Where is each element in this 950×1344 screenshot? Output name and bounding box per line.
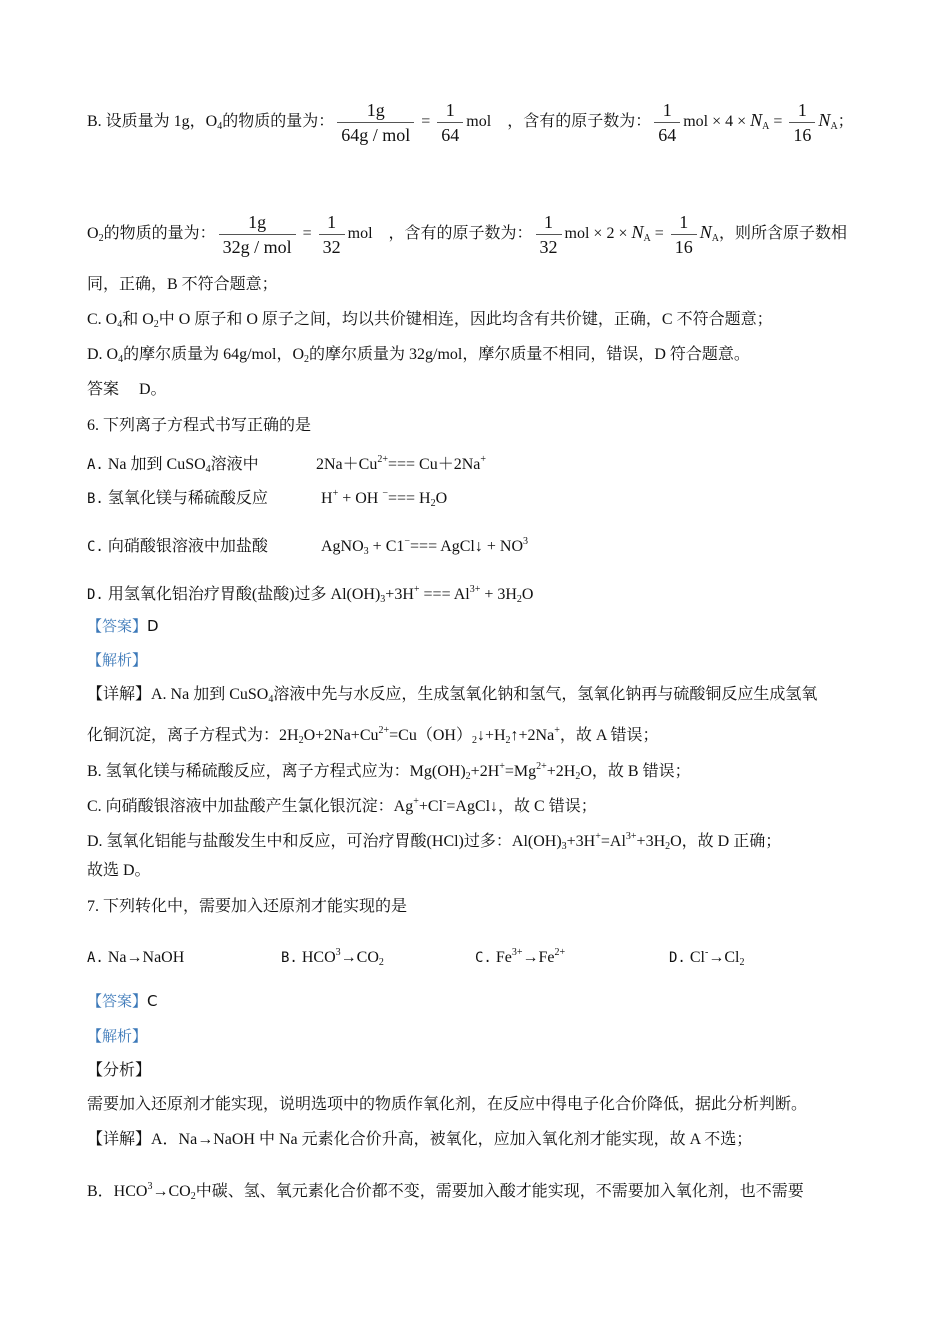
fraction bbox=[219, 210, 296, 259]
text-run: 向硝酸银溶液中加盐酸 bbox=[103, 538, 268, 555]
subscript: 2 bbox=[465, 771, 471, 782]
text-run: O bbox=[87, 225, 99, 243]
option-letter: A. bbox=[87, 950, 104, 966]
text-run: O bbox=[435, 490, 448, 507]
subscript: 2 bbox=[98, 233, 104, 245]
option-letter: C. bbox=[475, 950, 492, 966]
option-equation bbox=[321, 538, 528, 555]
q6-option-c bbox=[87, 532, 528, 562]
text-line bbox=[87, 861, 151, 881]
text-run: = bbox=[417, 113, 435, 131]
text-run: mol bbox=[347, 225, 373, 243]
text-run: 同，正确，B 不符合题意； bbox=[87, 276, 278, 293]
option-letter: B. bbox=[87, 491, 104, 507]
option-label bbox=[87, 586, 327, 603]
subscript: 2 bbox=[298, 735, 304, 746]
text-run: 【详解】A. Na 加到 CuSO bbox=[87, 686, 269, 703]
question-6-title bbox=[87, 416, 311, 436]
text-run: Na→NaOH bbox=[103, 949, 185, 966]
text-line bbox=[87, 1095, 807, 1115]
text-run: === H bbox=[387, 490, 431, 507]
text-run: Fe bbox=[491, 949, 512, 966]
fraction bbox=[789, 98, 815, 147]
text-run: =AgCl↓，故 C 错误； bbox=[446, 798, 597, 815]
option-letter: A. bbox=[87, 457, 104, 473]
text-run: +2H bbox=[470, 763, 500, 780]
subscript: 2 bbox=[304, 354, 310, 365]
superscript: 3+ bbox=[625, 831, 637, 842]
text-run: D. 氢氧化铝能与盐酸发生中和反应，可治疗胃酸(HCl)过多：Al(OH) bbox=[87, 833, 562, 850]
fraction-denominator: 32 bbox=[536, 234, 562, 259]
subscript: 2 bbox=[575, 771, 581, 782]
fraction bbox=[319, 210, 345, 259]
text-run: →CO bbox=[340, 949, 379, 966]
superscript: + bbox=[554, 725, 560, 736]
answer-value: C bbox=[147, 992, 158, 1010]
text-run: 【详解】A．Na→NaOH 中 Na 元素化合价升高，被氧化，应加入氧化剂才能实现，故 A 不选； bbox=[87, 1131, 753, 1148]
subscript: 2 bbox=[190, 1191, 196, 1202]
fraction-denominator: 16 bbox=[789, 122, 815, 147]
text-run: 故选 D。 bbox=[87, 862, 151, 879]
text-line bbox=[87, 1130, 752, 1150]
text-run: D. O bbox=[87, 346, 119, 363]
superscript: 2+ bbox=[377, 454, 388, 465]
subscript: 4 bbox=[117, 319, 123, 330]
text-run: mol × 2 × bbox=[564, 225, 632, 243]
superscript: + bbox=[480, 454, 487, 465]
text-run: =Cu（OH） bbox=[389, 727, 472, 744]
fraction-denominator: 64 bbox=[437, 122, 463, 147]
text-run: ↑+2Na bbox=[510, 727, 555, 744]
subscript: 3 bbox=[380, 594, 386, 605]
superscript: − bbox=[382, 488, 388, 499]
fraction-denominator: 16 bbox=[671, 234, 697, 259]
text-run: = bbox=[650, 225, 668, 243]
subscript: 2 bbox=[505, 735, 511, 746]
text-run: +Cl bbox=[418, 798, 444, 815]
text-line bbox=[87, 1177, 804, 1207]
subscript: 2 bbox=[665, 841, 671, 852]
text-run: === AgCl↓ + NO bbox=[410, 538, 524, 555]
text-run: O+2Na+Cu bbox=[303, 727, 379, 744]
subscript: A bbox=[711, 233, 719, 245]
superscript: + bbox=[332, 488, 339, 499]
fraction-numerator: 1 bbox=[544, 212, 554, 232]
subscript: 2 bbox=[378, 957, 384, 968]
q6-option-a bbox=[87, 450, 486, 480]
q7-answer bbox=[87, 991, 158, 1012]
text-line bbox=[87, 275, 278, 295]
text-run: =Al bbox=[600, 833, 626, 850]
italic-symbol: N bbox=[699, 222, 712, 243]
q7-analysis-label: 【解析】 bbox=[87, 1027, 148, 1045]
text-run: ，含有的原子数为： bbox=[372, 225, 533, 243]
option-letter: C. bbox=[87, 539, 104, 555]
text-line bbox=[87, 1061, 151, 1081]
option-equation bbox=[321, 490, 447, 507]
q7-option-b bbox=[281, 943, 475, 973]
text-run: mol bbox=[466, 113, 492, 131]
fraction-denominator: 32g / mol bbox=[219, 234, 296, 259]
q7-option-c bbox=[475, 943, 669, 968]
text-run: + 3H bbox=[480, 586, 517, 603]
text-run: B．HCO bbox=[87, 1183, 148, 1200]
q6-answer bbox=[87, 616, 159, 637]
fraction-denominator: 64g / mol bbox=[337, 122, 414, 147]
text-line bbox=[87, 827, 781, 857]
fraction-denominator: 32 bbox=[319, 234, 345, 259]
option-letter: D. bbox=[87, 587, 104, 603]
fraction-numerator: 1 bbox=[662, 100, 672, 120]
answer-value: D bbox=[147, 617, 159, 635]
superscript: 2+ bbox=[536, 761, 547, 772]
text-run: 的摩尔质量为 64g/mol，O bbox=[123, 346, 305, 363]
text-run: 溶液中 bbox=[210, 456, 259, 473]
option-label bbox=[87, 489, 321, 509]
q6-option-d bbox=[87, 580, 533, 610]
text-run: 2Na＋Cu bbox=[316, 456, 378, 473]
text-run: B. 氢氧化镁与稀硫酸反应，离子方程式应为：Mg(OH) bbox=[87, 763, 466, 780]
text-run: 化铜沉淀，离子方程式为：2H bbox=[87, 727, 299, 744]
text-run: 答案 D。 bbox=[87, 381, 167, 398]
option-letter: B. bbox=[281, 950, 298, 966]
text-run: O，故 D 正确； bbox=[670, 833, 782, 850]
subscript: A bbox=[762, 121, 770, 133]
answer-line bbox=[87, 380, 167, 400]
fraction bbox=[654, 98, 680, 147]
text-line bbox=[87, 345, 750, 370]
subscript: 2 bbox=[153, 319, 159, 330]
fraction bbox=[337, 98, 414, 147]
text-run: = bbox=[769, 113, 787, 131]
text-run: HCO bbox=[297, 949, 336, 966]
italic-symbol: N bbox=[818, 110, 831, 131]
subscript: 4 bbox=[118, 354, 124, 365]
answer-label: 【答案】 bbox=[87, 617, 148, 635]
superscript: - bbox=[443, 796, 447, 807]
subscript: 3 bbox=[561, 841, 567, 852]
text-run: ↓+H bbox=[476, 727, 506, 744]
superscript: 2+ bbox=[554, 947, 566, 958]
text-run: === Cu＋2Na bbox=[387, 456, 481, 473]
text-run: = bbox=[298, 225, 316, 243]
option-label bbox=[87, 537, 321, 557]
subscript: A bbox=[643, 233, 651, 245]
text-run: AgNO bbox=[321, 538, 364, 555]
fraction bbox=[536, 210, 562, 259]
subscript: 4 bbox=[268, 694, 274, 705]
option-equation bbox=[327, 586, 534, 603]
option-letter: D. bbox=[669, 950, 686, 966]
text-run: Na 加到 CuSO bbox=[103, 456, 206, 473]
text-line bbox=[87, 98, 854, 147]
text-line bbox=[87, 792, 597, 817]
option-label bbox=[87, 455, 316, 480]
text-run: 6. 下列离子方程式书写正确的是 bbox=[87, 417, 312, 434]
superscript: 3+ bbox=[469, 584, 481, 595]
q7-option-a bbox=[87, 948, 281, 968]
text-line bbox=[87, 685, 817, 710]
superscript: 3 bbox=[335, 947, 341, 958]
text-run: =Mg bbox=[504, 763, 537, 780]
text-run: C. O bbox=[87, 311, 118, 328]
subscript: 2 bbox=[516, 594, 522, 605]
subscript: A bbox=[830, 121, 838, 133]
text-run: +3H bbox=[385, 586, 414, 603]
fraction-numerator: 1g bbox=[248, 212, 267, 232]
text-run: +2H bbox=[546, 763, 576, 780]
text-run: C. 向硝酸银溶液中加盐酸产生氯化银沉淀：Ag bbox=[87, 798, 414, 815]
superscript: 3+ bbox=[511, 947, 523, 958]
text-run: 和 O bbox=[122, 311, 154, 328]
text-run: 的物质的量为： bbox=[222, 113, 335, 131]
text-run: →Fe bbox=[522, 949, 555, 966]
superscript: - bbox=[704, 947, 709, 958]
text-line bbox=[87, 210, 847, 259]
text-run: 【分析】 bbox=[87, 1062, 152, 1079]
question-7-title bbox=[87, 897, 407, 917]
text-run: 中碳、氢、氧元素化合价都不变，需要加入酸才能实现，不需要加入氧化剂，也不需要 bbox=[195, 1183, 804, 1200]
text-run: + C1 bbox=[368, 538, 405, 555]
text-run: O bbox=[521, 586, 534, 603]
text-run: 用氢氧化铝治疗胃酸(盐酸)过多 bbox=[103, 586, 327, 603]
text-run: === Al bbox=[419, 586, 470, 603]
text-run: O，故 B 错误； bbox=[580, 763, 691, 780]
text-run: Cl bbox=[685, 949, 705, 966]
text-run: mol × 4 × bbox=[683, 113, 751, 131]
text-run: 氢氧化镁与稀硫酸反应 bbox=[103, 490, 268, 507]
fraction-numerator: 1 bbox=[327, 212, 337, 232]
italic-symbol: N bbox=[631, 222, 644, 243]
text-run: 的摩尔质量为 32g/mol，摩尔质量不相同，错误，D 符合题意。 bbox=[309, 346, 750, 363]
fraction-denominator: 64 bbox=[654, 122, 680, 147]
text-run: ，含有的原子数为： bbox=[491, 113, 652, 131]
text-run: H bbox=[321, 490, 333, 507]
subscript: 2 bbox=[739, 957, 745, 968]
superscript: + bbox=[499, 761, 505, 772]
fraction-numerator: 1 bbox=[679, 212, 689, 232]
text-run: 溶液中先与水反应，生成氢氧化钠和氢气，氢氧化钠再与硫酸铜反应生成氢氧 bbox=[273, 686, 818, 703]
italic-symbol: N bbox=[750, 110, 763, 131]
text-line bbox=[87, 310, 773, 335]
text-run: Al(OH) bbox=[326, 586, 381, 603]
text-run: 中 O 原子和 O 原子之间，均以共价键相连，因此均含有共价键，正确，C 不符合题意； bbox=[158, 311, 773, 328]
text-run: →CO bbox=[152, 1183, 191, 1200]
text-line bbox=[87, 757, 691, 787]
text-run: +3H bbox=[636, 833, 666, 850]
text-run: ，则所含原子数相 bbox=[719, 225, 848, 243]
fraction bbox=[671, 210, 697, 259]
fraction bbox=[437, 98, 463, 147]
subscript: 2 bbox=[471, 735, 477, 746]
text-run: 需要加入还原剂才能实现，说明选项中的物质作氧化剂，在反应中得电子化合价降低，据此分析判断。 bbox=[87, 1096, 808, 1113]
subscript: 4 bbox=[205, 464, 211, 475]
option-equation bbox=[316, 456, 486, 473]
q7-option-d bbox=[669, 943, 863, 973]
q6-option-b bbox=[87, 484, 447, 514]
text-run: 7. 下列转化中，需要加入还原剂才能实现的是 bbox=[87, 898, 408, 915]
text-run: ，故 A 错误； bbox=[559, 727, 659, 744]
text-run: + OH bbox=[338, 490, 383, 507]
subscript: 2 bbox=[430, 498, 436, 509]
text-run: →Cl bbox=[708, 949, 740, 966]
fraction-numerator: 1 bbox=[445, 100, 455, 120]
superscript: 3 bbox=[147, 1181, 153, 1192]
fraction-numerator: 1 bbox=[797, 100, 807, 120]
text-run: ； bbox=[837, 113, 854, 131]
fraction-numerator: 1g bbox=[366, 100, 385, 120]
text-run: 的物质的量为： bbox=[103, 225, 216, 243]
subscript: 3 bbox=[363, 546, 369, 557]
text-line bbox=[87, 721, 659, 751]
text-run: +3H bbox=[566, 833, 596, 850]
answer-label: 【答案】 bbox=[87, 992, 148, 1010]
q7-options bbox=[87, 943, 863, 973]
subscript: 4 bbox=[217, 121, 223, 133]
superscript: 2+ bbox=[378, 725, 390, 736]
text-run: B. 设质量为 1g，O bbox=[87, 113, 218, 131]
superscript: + bbox=[413, 796, 419, 807]
q6-analysis-label: 【解析】 bbox=[87, 651, 148, 669]
superscript: + bbox=[413, 584, 420, 595]
superscript: − bbox=[404, 536, 411, 547]
superscript: 3 bbox=[523, 536, 529, 547]
superscript: + bbox=[595, 831, 601, 842]
